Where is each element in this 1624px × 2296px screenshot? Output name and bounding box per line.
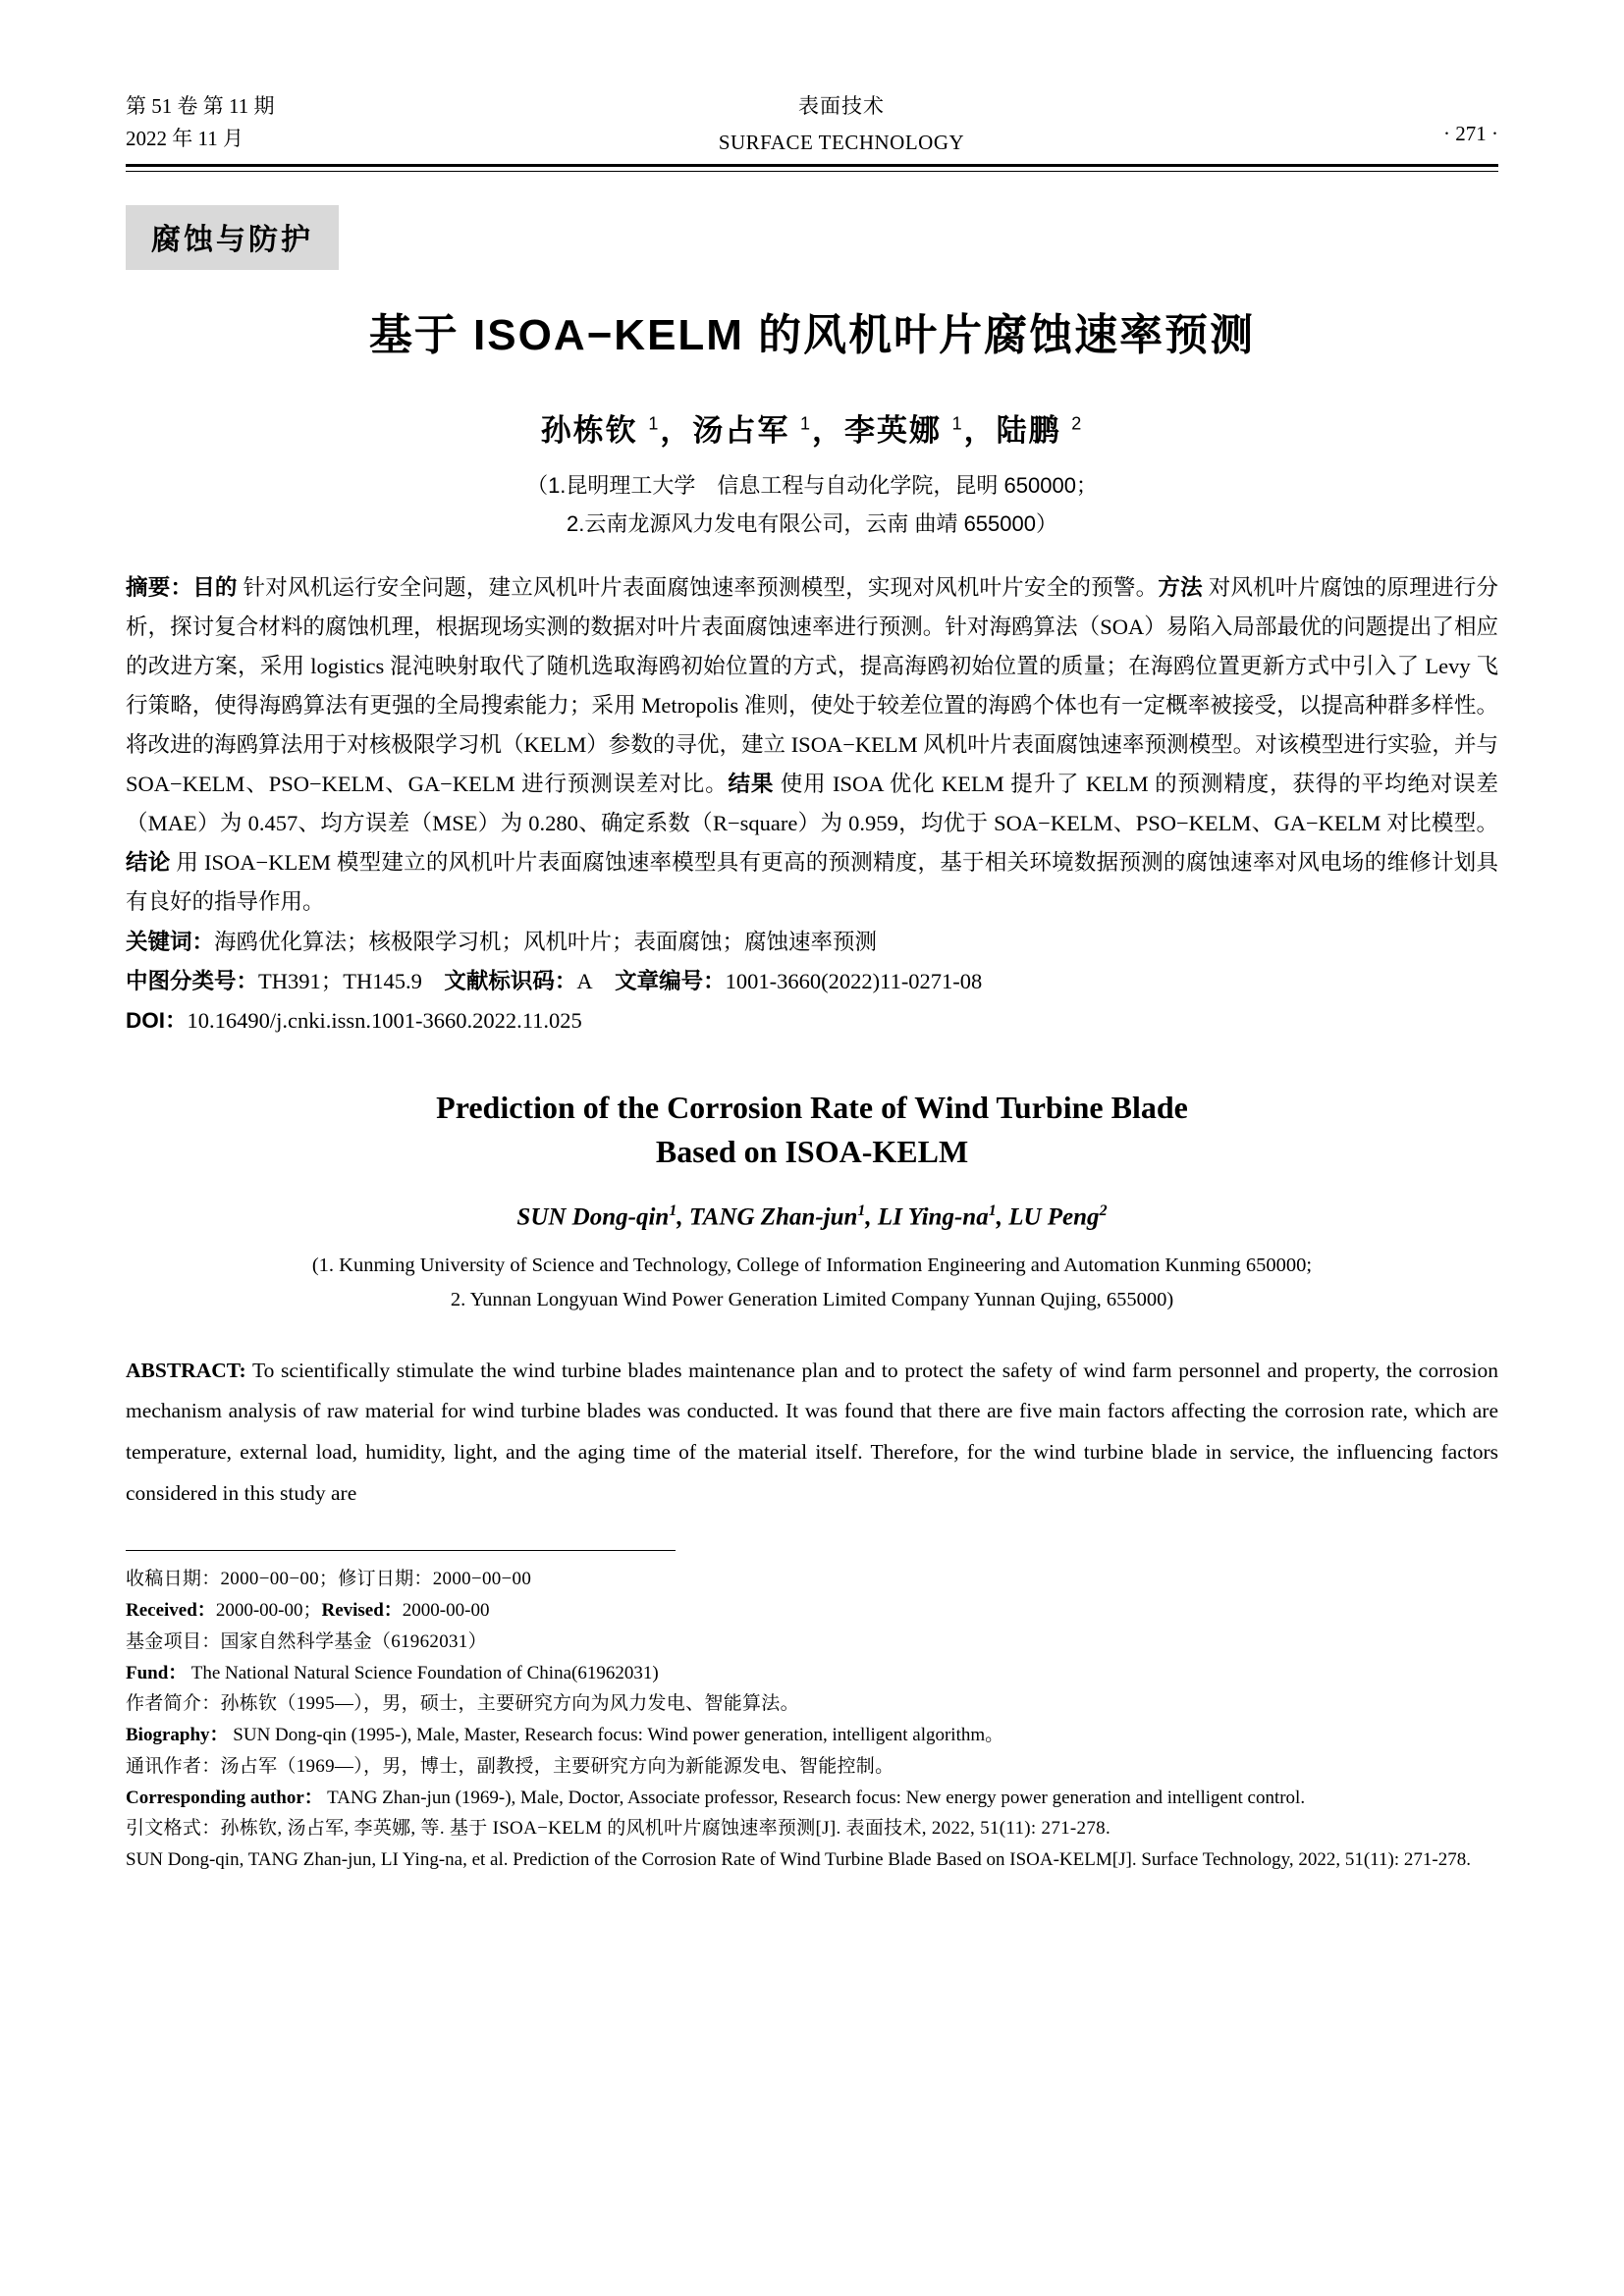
- authors-en: SUN Dong-qin$^1$, TANG Zhan-jun$^1$, LI Ying-$na^1$, LU Peng$^2$: [516, 1201, 1108, 1230]
- abstract-cn: [126, 568, 1498, 922]
- keywords-cn-label: 关键词：: [126, 929, 215, 954]
- affiliation-cn-line1: （1.昆明理工大学 信息工程与自动化学院，昆明 650000；: [526, 473, 1098, 499]
- footnotes: [126, 1565, 1498, 1876]
- header-page-number: · 271 ·: [1443, 122, 1498, 145]
- footnote-received-en-value: 2000-00-00；: [215, 1600, 322, 1621]
- footnote-bio-cn: 作者简介：孙栋钦（1995—），男，硕士，主要研究方向为风力发电、智能算法。: [126, 1693, 799, 1715]
- doi-label: DOI：: [126, 1007, 188, 1033]
- footnote-fund-en: [126, 1659, 1498, 1689]
- abstract-en-label: ABSTRACT:: [126, 1358, 246, 1382]
- keywords-cn-text: 海鸥优化算法；核极限学习机；风机叶片；表面腐蚀；腐蚀速率预测: [214, 929, 878, 954]
- classification-line: [126, 962, 1498, 1001]
- page-title-en-line2: Based on ISOA-KELM: [655, 1134, 969, 1170]
- header-volume: 第 51 卷 第 11 期: [126, 94, 275, 118]
- affiliation-cn-line2: 2.云南龙源风力发电有限公司，云南 曲靖 655000）: [567, 510, 1057, 536]
- footnote-fund-en-label: Fund：: [126, 1662, 188, 1683]
- page-title-en: [126, 1086, 1498, 1175]
- footnote-revised-en-value: 2000-00-00: [402, 1600, 490, 1621]
- header-journal-block: [381, 90, 1302, 158]
- doi-line: [126, 1001, 1498, 1041]
- footnote-bio-en-label: Biography：: [126, 1725, 229, 1746]
- abstract-cn-result-label: 结果: [728, 772, 775, 797]
- doi-value: 10.16490/j.cnki.issn.1001-3660.2022.11.025: [187, 1007, 582, 1033]
- affiliation-cn: [126, 467, 1498, 543]
- header-divider: [126, 164, 1498, 172]
- abstract-en: [126, 1351, 1498, 1516]
- footnote-received-cn: 收稿日期：2000−00−00；修订日期：2000−00−00: [126, 1569, 532, 1590]
- header-volume-block: [126, 90, 420, 154]
- journal-name-en: SURFACE TECHNOLOGY: [718, 130, 965, 154]
- footnote-divider: [126, 1550, 676, 1551]
- footnote-citation-cn: [126, 1814, 1498, 1844]
- abstract-cn-result-text: 使用 ISOA 优化 KELM 提升了 KELM 的预测精度，获得的平均绝对误差（MAE）为 0.457、均方误差（MSE）为 0.280、确定系数（R−square）为 0.959，均优于 SOA−KELM、PSO−KELM、GA−KELM 对比模型。: [126, 772, 1498, 836]
- clc-label: 中图分类号：: [126, 968, 259, 993]
- footnote-received-en-label: Received：: [126, 1600, 216, 1621]
- section-tag: 腐蚀与防护: [126, 205, 339, 270]
- affiliation-en-line2: 2. Yunnan Longyuan Wind Power Generation Limited Company Yunnan Qujing, 655000): [450, 1288, 1174, 1310]
- abstract-cn-method-text: 对风机叶片腐蚀的原理进行分析，探讨复合材料的腐蚀机理，根据现场实测的数据对叶片表面腐蚀速率进行预测。针对海鸥算法（SOA）易陷入局部最优的问题提出了相应的改进方案，采用 logistics 混沌映射取代了随机选取海鸥初始位置的方式，提高海鸥初始位置的质量；在海鸥位置更新方式中引入了 Levy 飞行策略，使得海鸥算法有更强的全局搜索能力；采用 Metropolis 准则，使处于较差位置的海鸥个体也有一定概率被接受，以提高种群多样性。将改进的海鸥算法用于对核极限学习机（KELM）参数的寻优，建立 ISOA−KELM 风机叶片表面腐蚀速率预测模型。对该模型进行实验，并与 SOA−KELM、PSO−KELM、GA−KELM 进行预测误差对比。: [126, 575, 1498, 797]
- footnote-bio-en: [126, 1721, 1498, 1751]
- abstract-cn-conclusion-label: 结论: [126, 850, 171, 876]
- footnote-fund-cn: 基金项目：国家自然科学基金（61962031）: [126, 1630, 487, 1652]
- footnote-received-en: [126, 1596, 1498, 1627]
- doc-code-value: A: [576, 968, 593, 993]
- abstract-cn-method-label: 方法: [1158, 575, 1203, 601]
- footnote-citation-cn-label: 引文格式：: [126, 1818, 221, 1840]
- clc-value: TH391；TH145.9: [258, 968, 422, 993]
- abstract-cn-purpose-label: 目的: [192, 575, 238, 601]
- page-title-cn: 基于 ISOA−KELM 的风机叶片腐蚀速率预测: [368, 311, 1256, 360]
- footnote-revised-en-label: Revised：: [321, 1600, 403, 1621]
- page-title-en-line1: Prediction of the Corrosion Rate of Wind Turbine Blade: [436, 1089, 1188, 1125]
- footnote-citation-cn-value: 孙栋钦, 汤占军, 李英娜, 等. 基于 ISOA−KELM 的风机叶片腐蚀速率预测[J]. 表面技术, 2022, 51(11): 271-278.: [220, 1818, 1110, 1840]
- keywords-cn: [126, 923, 1498, 962]
- footnote-citation-en: SUN Dong-qin, TANG Zhan-jun, LI Ying-na, et al. Prediction of the Corrosion Rate of Wind Turbine Blade Based on ISOA-KELM[J]. Surface Technology, 2022, 51(11): 271-278.: [126, 1849, 1471, 1871]
- abstract-cn-purpose-text: 针对风机运行安全问题，建立风机叶片表面腐蚀速率预测模型，实现对风机叶片安全的预警。: [237, 575, 1159, 601]
- footnote-corresponding-en-value: TANG Zhan-jun (1969-), Male, Doctor, Associate professor, Research focus: New energy power generation and intelligent control.: [322, 1787, 1306, 1808]
- affiliation-en-line1: (1. Kunming University of Science and Technology, College of Information Engineering and Automation Kunming 650000;: [311, 1254, 1313, 1276]
- journal-name-cn: 表面技术: [798, 94, 885, 118]
- abstract-en-text: To scientifically stimulate the wind turbine blades maintenance plan and to protect the safety of wind farm personnel and property, the corrosion mechanism analysis of raw material for wind turbine blades was conducted. It was found that there are five main factors affecting the corrosion rate, which are temperature, external load, humidity, light, and the aging time of the material itself. Therefore, for the wind turbine blade in service, the influencing factors considered in this study are: [126, 1358, 1498, 1506]
- footnote-bio-en-value: SUN Dong-qin (1995-), Male, Master, Research focus: Wind power generation, intelligent algorithm。: [228, 1725, 1004, 1746]
- affiliation-en: [126, 1249, 1498, 1317]
- footnote-corresponding-cn: 通讯作者：汤占军（1969—），男，博士，副教授，主要研究方向为新能源发电、智能控制。: [126, 1755, 894, 1777]
- footnote-corresponding-en: [126, 1784, 1498, 1814]
- abstract-cn-conclusion-text: 用 ISOA−KLEM 模型建立的风机叶片表面腐蚀速率模型具有更高的预测精度，基于相关环境数据预测的腐蚀速率对风电场的维修计划具有良好的指导作用。: [126, 850, 1498, 915]
- page-header: [126, 0, 1498, 158]
- authors-cn: 孙栋钦 $^1$，汤占军 $^1$，李英娜 $^1$，陆鹏 $^2$: [540, 413, 1084, 449]
- header-date: 2022 年 11 月: [126, 126, 244, 150]
- footnote-corresponding-en-label: Corresponding author：: [126, 1787, 323, 1808]
- abstract-cn-label: 摘要：: [126, 575, 193, 601]
- article-id-label: 文章编号：: [615, 968, 726, 993]
- doc-code-label: 文献标识码：: [444, 968, 577, 993]
- article-id-value: 1001-3660(2022)11-0271-08: [725, 968, 983, 993]
- footnote-fund-en-value: The National Natural Science Foundation of China(61962031): [187, 1662, 659, 1683]
